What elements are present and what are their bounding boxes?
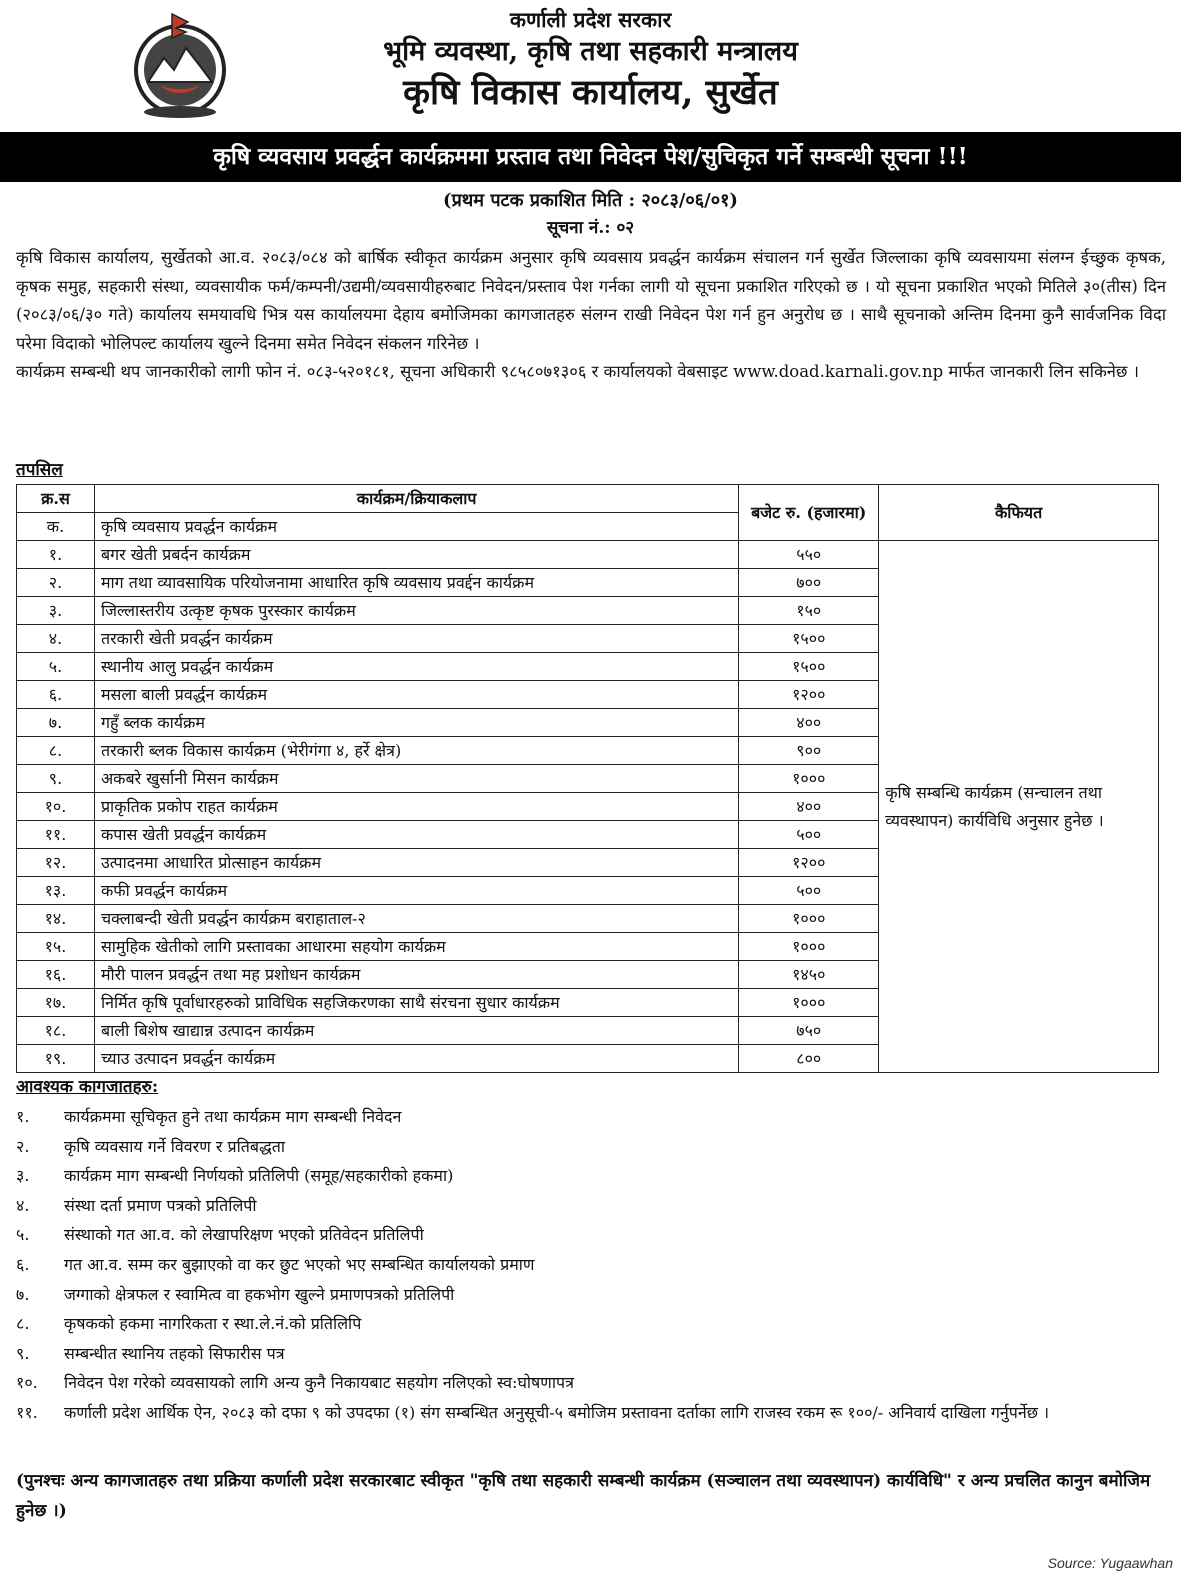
list-item-text: कृषि व्यवसाय गर्ने विवरण र प्रतिबद्धता [64,1136,286,1156]
letterhead [0,0,1181,130]
list-item-number: ३. [16,1166,30,1186]
list-item-text: संस्था दर्ता प्रमाण पत्रको प्रतिलिपी [64,1195,257,1215]
list-item-number: १. [16,1107,30,1126]
row-sn: ११. [17,821,95,849]
list-item-number: १०. [16,1373,38,1393]
list-item [16,1220,1166,1250]
list-item-number: ८. [16,1314,30,1334]
header-program: कार्यक्रम/क्रियाकलाप [94,485,738,513]
group-sn: क. [17,513,95,541]
row-sn: १२. [17,849,95,877]
list-item-text: कृषकको हकमा नागरिकता र स्था.ले.नं.को प्रतिलिपि [64,1314,362,1334]
notice-number: सूचना नं.: ०२ [546,218,635,238]
row-budget: १२०० [739,681,879,709]
publish-date: (प्रथम पटक प्रकाशित मिति : २०८३/०६/०१) [443,190,738,211]
list-item [16,1280,1166,1310]
list-item [16,1250,1166,1280]
row-program: जिल्लास्तरीय उत्कृष्ट कृषक पुरस्कार कार्यक्रम [94,597,738,625]
row-sn: १५. [17,933,95,961]
row-sn: १४. [17,905,95,933]
footer-note: (पुनश्चः अन्य कागजातहरु तथा प्रक्रिया कर्णाली प्रदेश सरकारबाट स्वीकृत "कृषि तथा सहकारी सम्बन्धी कार्यक्रम (सञ्चालन तथा व्यवस्थापन) कार्यविधि" र अन्य प्रचलित कानुन बमोजिम हुनेछ ।) [16,1471,1151,1521]
row-program: उत्पादनमा आधारित प्रोत्साहन कार्यक्रम [94,849,738,877]
list-item-text: सम्बन्धीत स्थानिय तहको सिफारीस पत्र [64,1343,285,1363]
row-budget: १४५० [739,961,879,989]
government-name: कर्णाली प्रदेश सरकार [509,7,672,32]
row-sn: १३. [17,877,95,905]
row-budget: १५०० [739,653,879,681]
list-item-number: ९. [16,1343,30,1363]
table-row [17,541,1159,569]
program-table [16,484,1159,1073]
row-program: मौरी पालन प्रवर्द्धन तथा मह प्रशोधन कार्यक्रम [94,961,738,989]
row-budget: ५०० [739,877,879,905]
row-budget: १००० [739,905,879,933]
row-program: बगर खेती प्रबर्दन कार्यक्रम [94,541,738,569]
row-budget: १००० [739,765,879,793]
notice-body [16,244,1166,387]
row-sn: ३. [17,597,95,625]
list-item [16,1339,1166,1369]
row-program: सामुहिक खेतीको लागि प्रस्तावका आधारमा सहयोग कार्यक्रम [94,933,738,961]
program-table-body [17,541,1159,1073]
row-program: निर्मित कृषि पूर्वाधारहरुको प्राविधिक सहजिकरणका साथै संरचना सुधार कार्यक्रम [94,989,738,1017]
row-sn: १. [17,541,95,569]
list-item-text: कार्यक्रम माग सम्बन्धी निर्णयको प्रतिलिपी (समूह/सहकारीको हकमा) [64,1166,454,1186]
list-item [16,1102,1166,1132]
row-budget: ५५० [739,541,879,569]
row-program: कफी प्रवर्द्धन कार्यक्रम [94,877,738,905]
list-item [16,1132,1166,1162]
row-budget: १००० [739,989,879,1017]
row-sn: १८. [17,1017,95,1045]
row-budget: ९०० [739,737,879,765]
row-budget: ५०० [739,821,879,849]
row-sn: ८. [17,737,95,765]
required-documents-label: आवश्यक कागजातहरु: [16,1077,159,1097]
row-sn: ५. [17,653,95,681]
notice-paragraph-1: कृषि विकास कार्यालय, सुर्खेतको आ.व. २०८३/०८४ को बार्षिक स्वीकृत कार्यक्रम अनुसार कृषि व्यवसाय प्रवर्द्धन कार्यक्रम संचालन गर्न सुर्खेत जिल्लाका कृषि व्यवसायमा संलग्न ईच्छुक कृषक, कृषक समुह, सहकारी संस्था, व्यवसायीक फर्म/कम्पनी/उद्यमी/व्यवसायीहरुबाट निवेदन/प्रस्ताव पेश गर्नका लागी यो सूचना प्रकाशित गरिएको छ । यो सूचना प्रकाशित भएको मितिले ३०(तीस) दिन (२०८३/०६/३० गते) कार्यालय समयावधि भित्र यस कार्यालयमा देहाय बमोजिमका कागजातहरु संलग्न राखी निवेदन पेश गर्न हुन अनुरोध छ । साथै सूचनाको अन्तिम दिनमा कुनै सार्वजनिक विदा परेमा विदाको भोलिपल्ट कार्यालय खुल्ने दिनमा समेत निवेदन संकलन गरिनेछ । [16,248,1166,353]
row-program: माग तथा व्यावसायिक परियोजनामा आधारित कृषि व्यवसाय प्रवर्द्दन कार्यक्रम [94,569,738,597]
row-program: गहुँ ब्लक कार्यक्रम [94,709,738,737]
row-budget: ७५० [739,1017,879,1045]
header-sn: क्र.स [17,485,95,513]
notice-title-banner: कृषि व्यवसाय प्रवर्द्धन कार्यक्रममा प्रस्ताव तथा निवेदन पेश/सुचिकृत गर्ने सम्बन्धी सूचना !!! [0,132,1181,182]
list-item-text: कर्णाली प्रदेश आर्थिक ऐन, २०८३ को दफा ९ को उपदफा (१) संग सम्बन्धित अनुसूची-५ बमोजिम प्रस्तावना दर्ताका लागि राजस्व रकम रू १००/- अनिवार्य दाखिला गर्नुपर्नेछ । [64,1402,1050,1422]
row-program: बाली बिशेष खाद्यान्न उत्पादन कार्यक्रम [94,1017,738,1045]
row-sn: ९. [17,765,95,793]
list-item-text: कार्यक्रममा सूचिकृत हुने तथा कार्यक्रम माग सम्बन्धी निवेदन [64,1107,402,1126]
source-credit: Source: Yugaawhan [1047,1555,1173,1571]
remarks-cell: कृषि सम्बन्धि कार्यक्रम (सन्चालन तथा व्यवस्थापन) कार्यविधि अनुसार हुनेछ । [879,541,1159,1073]
list-item-text: गत आ.व. सम्म कर बुझाएको वा कर छुट भएको भए सम्बन्धित कार्यालयको प्रमाण [64,1254,535,1274]
notice-paragraph-2: कार्यक्रम सम्बन्धी थप जानकारीको लागी फोन नं. ०८३-५२०१८१, सूचना अधिकारी ९८५८०७१३०६ र कार्यालयको वेबसाइट www.doad.karnali.gov.np मार्फत जानकारी लिन सकिनेछ । [16,362,1139,381]
group-program: कृषि व्यवसाय प्रवर्द्धन कार्यक्रम [94,513,738,541]
list-item [16,1191,1166,1221]
row-program: च्याउ उत्पादन प्रवर्द्धन कार्यक्रम [94,1045,738,1073]
row-budget: ४०० [739,793,879,821]
row-program: चक्लाबन्दी खेती प्रवर्द्धन कार्यक्रम बराहाताल-२ [94,905,738,933]
row-sn: १७. [17,989,95,1017]
header-budget: बजेट रु. (हजारमा) [739,485,879,541]
list-item-number: २. [16,1136,30,1156]
details-label: तपसिल [16,460,63,480]
row-sn: १९. [17,1045,95,1073]
list-item-number: ११. [16,1402,38,1422]
required-documents-list [16,1102,1166,1428]
row-sn: ४. [17,625,95,653]
row-program: तरकारी खेती प्रवर्द्धन कार्यक्रम [94,625,738,653]
row-program: तरकारी ब्लक विकास कार्यक्रम (भेरीगंगा ४, हर्रे क्षेत्र) [94,737,738,765]
row-sn: ७. [17,709,95,737]
header-remarks: कैफियत [879,485,1159,541]
row-sn: २. [17,569,95,597]
list-item [16,1368,1166,1398]
row-budget: १५० [739,597,879,625]
row-budget: १५०० [739,625,879,653]
list-item-text: जग्गाको क्षेत्रफल र स्वामित्व वा हकभोग खुल्ने प्रमाणपत्रको प्रतिलिपी [64,1284,455,1304]
row-sn: ६. [17,681,95,709]
office-name: कृषि विकास कार्यालय, सुर्खेत [403,72,778,113]
ministry-name: भूमि व्यवस्था, कृषि तथा सहकारी मन्त्रालय [383,36,798,67]
list-item-number: ४. [16,1195,30,1215]
row-sn: १०. [17,793,95,821]
row-budget: १२०० [739,849,879,877]
row-program: मसला बाली प्रवर्द्धन कार्यक्रम [94,681,738,709]
row-budget: ८०० [739,1045,879,1073]
row-budget: ७०० [739,569,879,597]
row-program: स्थानीय आलु प्रवर्द्धन कार्यक्रम [94,653,738,681]
row-program: प्राकृतिक प्रकोप राहत कार्यक्रम [94,793,738,821]
list-item-number: ५. [16,1225,30,1245]
list-item [16,1398,1166,1428]
list-item [16,1309,1166,1339]
row-budget: ४०० [739,709,879,737]
row-sn: १६. [17,961,95,989]
list-item-number: ७. [16,1284,30,1304]
list-item-text: निवेदन पेश गरेको व्यवसायको लागि अन्य कुनै निकायबाट सहयोग नलिएको स्व:घोषणापत्र [64,1373,574,1393]
row-program: कपास खेती प्रवर्द्धन कार्यक्रम [94,821,738,849]
list-item [16,1161,1166,1191]
list-item-text: संस्थाको गत आ.व. को लेखापरिक्षण भएको प्रतिवेदन प्रतिलिपी [64,1225,424,1245]
row-budget: १००० [739,933,879,961]
list-item-number: ६. [16,1254,30,1274]
row-program: अकबरे खुर्सानी मिसन कार्यक्रम [94,765,738,793]
